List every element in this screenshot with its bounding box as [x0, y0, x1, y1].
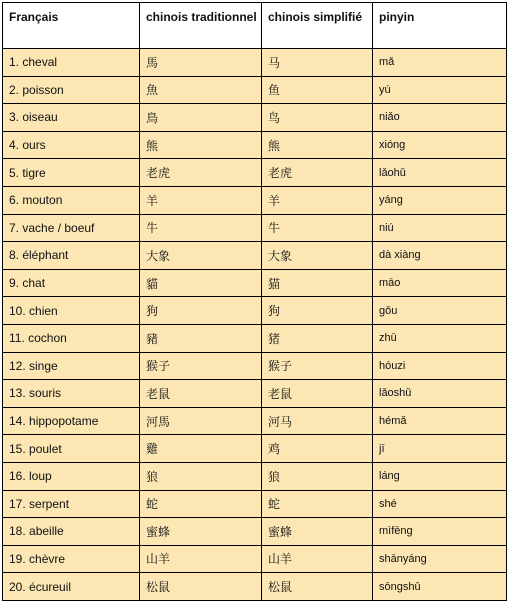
- cell-french: 8. éléphant: [3, 242, 140, 270]
- cell-traditional-chinese: 蛇: [140, 490, 262, 518]
- cell-pinyin: gǒu: [373, 297, 507, 325]
- table-row: [3, 186, 507, 214]
- table-row: [3, 518, 507, 546]
- cell-pinyin: dà xiàng: [373, 242, 507, 270]
- cell-pinyin: yú: [373, 76, 507, 104]
- cell-simplified-chinese: 熊: [262, 131, 373, 159]
- cell-french: 9. chat: [3, 269, 140, 297]
- cell-french: 2. poisson: [3, 76, 140, 104]
- cell-traditional-chinese: 狗: [140, 297, 262, 325]
- cell-simplified-chinese: 鸟: [262, 104, 373, 132]
- table-row: [3, 490, 507, 518]
- cell-pinyin: shé: [373, 490, 507, 518]
- cell-simplified-chinese: 蛇: [262, 490, 373, 518]
- cell-pinyin: xióng: [373, 131, 507, 159]
- cell-simplified-chinese: 蜜蜂: [262, 518, 373, 546]
- cell-pinyin: lǎohǔ: [373, 159, 507, 187]
- cell-traditional-chinese: 山羊: [140, 545, 262, 573]
- header-pinyin: pinyin: [373, 3, 507, 49]
- cell-pinyin: láng: [373, 462, 507, 490]
- cell-traditional-chinese: 雞: [140, 435, 262, 463]
- table-row: [3, 131, 507, 159]
- cell-simplified-chinese: 羊: [262, 186, 373, 214]
- cell-pinyin: lǎoshǔ: [373, 380, 507, 408]
- table-header: [3, 3, 507, 49]
- header-simplified-chinese: chinois simplifié: [262, 3, 373, 49]
- table-row: [3, 159, 507, 187]
- table-row: [3, 380, 507, 408]
- cell-simplified-chinese: 狼: [262, 462, 373, 490]
- vocabulary-table: [2, 2, 507, 601]
- table-row: [3, 242, 507, 270]
- cell-simplified-chinese: 猴子: [262, 352, 373, 380]
- cell-french: 17. serpent: [3, 490, 140, 518]
- cell-simplified-chinese: 马: [262, 49, 373, 77]
- cell-pinyin: hóuzi: [373, 352, 507, 380]
- cell-pinyin: hémǎ: [373, 407, 507, 435]
- table-row: [3, 435, 507, 463]
- cell-french: 7. vache / boeuf: [3, 214, 140, 242]
- table-row: [3, 407, 507, 435]
- cell-traditional-chinese: 老虎: [140, 159, 262, 187]
- cell-french: 12. singe: [3, 352, 140, 380]
- cell-french: 20. écureuil: [3, 573, 140, 601]
- cell-traditional-chinese: 豬: [140, 324, 262, 352]
- cell-traditional-chinese: 大象: [140, 242, 262, 270]
- cell-french: 14. hippopotame: [3, 407, 140, 435]
- cell-traditional-chinese: 松鼠: [140, 573, 262, 601]
- cell-simplified-chinese: 猪: [262, 324, 373, 352]
- cell-simplified-chinese: 老虎: [262, 159, 373, 187]
- table-row: [3, 49, 507, 77]
- cell-pinyin: niú: [373, 214, 507, 242]
- header-row: [3, 3, 507, 49]
- header-french: Français: [3, 3, 140, 49]
- header-traditional-chinese: chinois traditionnel: [140, 3, 262, 49]
- cell-french: 1. cheval: [3, 49, 140, 77]
- cell-french: 19. chèvre: [3, 545, 140, 573]
- cell-traditional-chinese: 貓: [140, 269, 262, 297]
- cell-traditional-chinese: 狼: [140, 462, 262, 490]
- cell-french: 5. tigre: [3, 159, 140, 187]
- cell-french: 3. oiseau: [3, 104, 140, 132]
- cell-simplified-chinese: 狗: [262, 297, 373, 325]
- cell-french: 6. mouton: [3, 186, 140, 214]
- cell-traditional-chinese: 牛: [140, 214, 262, 242]
- table-row: [3, 214, 507, 242]
- cell-french: 11. cochon: [3, 324, 140, 352]
- table-row: [3, 573, 507, 601]
- cell-pinyin: zhū: [373, 324, 507, 352]
- cell-traditional-chinese: 老鼠: [140, 380, 262, 408]
- table-row: [3, 462, 507, 490]
- cell-simplified-chinese: 山羊: [262, 545, 373, 573]
- cell-pinyin: mǎ: [373, 49, 507, 77]
- cell-french: 13. souris: [3, 380, 140, 408]
- table-row: [3, 352, 507, 380]
- table-row: [3, 269, 507, 297]
- cell-french: 18. abeille: [3, 518, 140, 546]
- cell-traditional-chinese: 猴子: [140, 352, 262, 380]
- cell-simplified-chinese: 鸡: [262, 435, 373, 463]
- cell-french: 16. loup: [3, 462, 140, 490]
- cell-simplified-chinese: 大象: [262, 242, 373, 270]
- cell-traditional-chinese: 蜜蜂: [140, 518, 262, 546]
- cell-french: 4. ours: [3, 131, 140, 159]
- cell-pinyin: sōngshǔ: [373, 573, 507, 601]
- cell-traditional-chinese: 河馬: [140, 407, 262, 435]
- cell-pinyin: māo: [373, 269, 507, 297]
- cell-pinyin: jī: [373, 435, 507, 463]
- cell-traditional-chinese: 馬: [140, 49, 262, 77]
- cell-traditional-chinese: 鳥: [140, 104, 262, 132]
- cell-french: 10. chien: [3, 297, 140, 325]
- table-row: [3, 545, 507, 573]
- cell-pinyin: yáng: [373, 186, 507, 214]
- cell-simplified-chinese: 老鼠: [262, 380, 373, 408]
- cell-pinyin: niǎo: [373, 104, 507, 132]
- cell-simplified-chinese: 牛: [262, 214, 373, 242]
- cell-traditional-chinese: 熊: [140, 131, 262, 159]
- table-row: [3, 324, 507, 352]
- cell-french: 15. poulet: [3, 435, 140, 463]
- cell-pinyin: mìfēng: [373, 518, 507, 546]
- cell-pinyin: shānyáng: [373, 545, 507, 573]
- table-body: [3, 49, 507, 601]
- cell-traditional-chinese: 羊: [140, 186, 262, 214]
- cell-simplified-chinese: 河马: [262, 407, 373, 435]
- cell-simplified-chinese: 猫: [262, 269, 373, 297]
- cell-traditional-chinese: 魚: [140, 76, 262, 104]
- table-row: [3, 297, 507, 325]
- cell-simplified-chinese: 鱼: [262, 76, 373, 104]
- table-row: [3, 104, 507, 132]
- table-row: [3, 76, 507, 104]
- cell-simplified-chinese: 松鼠: [262, 573, 373, 601]
